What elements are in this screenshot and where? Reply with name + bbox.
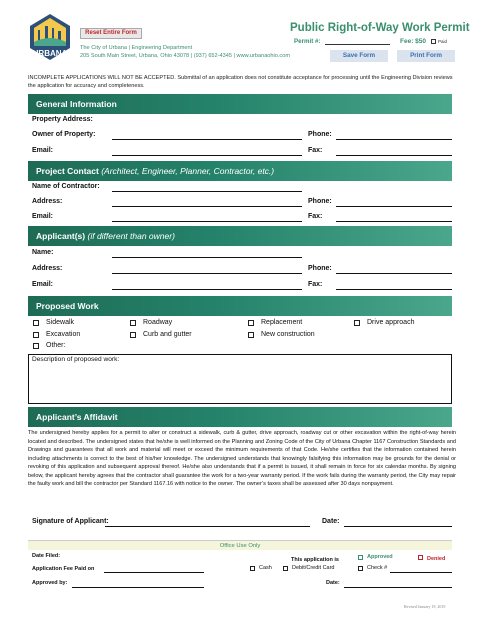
paid-label: Paid bbox=[438, 39, 448, 44]
roadway-checkbox[interactable] bbox=[130, 320, 136, 326]
sidewalk-checkbox[interactable] bbox=[33, 320, 39, 326]
applicant-address-field[interactable] bbox=[112, 273, 302, 274]
svg-text:URBANA: URBANA bbox=[32, 49, 68, 58]
replacement-label: Replacement bbox=[261, 319, 303, 326]
approved-by-field[interactable] bbox=[72, 587, 204, 588]
applicant-name-field[interactable] bbox=[112, 257, 302, 258]
contractor-fax-label: Fax: bbox=[308, 213, 323, 220]
permit-number-field[interactable] bbox=[325, 44, 390, 45]
curb-gutter-checkbox[interactable] bbox=[130, 332, 136, 338]
form-title: Public Right-of-Way Work Permit bbox=[290, 22, 470, 34]
office-date-field[interactable] bbox=[344, 587, 452, 588]
print-form-button[interactable]: Print Form bbox=[397, 50, 455, 62]
replacement-checkbox[interactable] bbox=[248, 320, 254, 326]
contractor-name-field[interactable] bbox=[112, 191, 302, 192]
signature-field[interactable] bbox=[105, 526, 310, 527]
city-address: 205 South Main Street, Urbana, Ohio 43078 | (937) 652-4345 | www.urbanaohio.com bbox=[80, 53, 291, 59]
cash-checkbox[interactable] bbox=[250, 566, 255, 571]
new-construction-label: New construction bbox=[261, 331, 315, 338]
fee-paid-label: Application Fee Paid on bbox=[32, 566, 95, 572]
owner-fax-label: Fax: bbox=[308, 147, 323, 154]
permit-number-label: Permit #: bbox=[294, 38, 321, 45]
owner-fax-field[interactable] bbox=[336, 155, 452, 156]
approved-label: Approved bbox=[367, 554, 393, 560]
signature-date-field[interactable] bbox=[344, 526, 452, 527]
other-checkbox[interactable] bbox=[33, 343, 39, 349]
work-description-label: Description of proposed work: bbox=[32, 356, 120, 363]
applicant-email-label: Email: bbox=[32, 281, 54, 288]
owner-email-label: Email: bbox=[32, 147, 54, 154]
owner-phone-field[interactable] bbox=[336, 139, 452, 140]
project-contact-heading: Project Contact (Architect, Engineer, Planner, Contractor, etc.) bbox=[28, 161, 452, 181]
applicant-heading: Applicant(s) (if different than owner) bbox=[28, 226, 452, 246]
signature-date-label: Date: bbox=[322, 518, 340, 525]
urbana-logo bbox=[25, 12, 75, 62]
approved-checkbox[interactable] bbox=[358, 555, 363, 560]
contractor-phone-field[interactable] bbox=[336, 206, 452, 207]
check-checkbox[interactable] bbox=[358, 566, 363, 571]
applicant-name-label: Name: bbox=[32, 249, 54, 256]
owner-label: Owner of Property: bbox=[32, 131, 96, 138]
contractor-phone-label: Phone: bbox=[308, 198, 332, 205]
contractor-address-label: Address: bbox=[32, 198, 63, 205]
application-is-label: This application is bbox=[291, 557, 339, 563]
drive-approach-label: Drive approach bbox=[367, 319, 415, 326]
contractor-email-field[interactable] bbox=[112, 221, 302, 222]
cash-label: Cash bbox=[259, 565, 272, 571]
office-date-label: Date: bbox=[326, 580, 340, 586]
reset-form-button[interactable]: Reset Entire Form bbox=[80, 28, 142, 39]
curb-gutter-label: Curb and gutter bbox=[143, 331, 192, 338]
applicant-fax-label: Fax: bbox=[308, 281, 323, 288]
denied-label: Denied bbox=[427, 556, 446, 562]
excavation-label: Excavation bbox=[46, 331, 81, 338]
city-department: The City of Urbana | Engineering Department bbox=[80, 45, 193, 51]
applicant-email-field[interactable] bbox=[112, 289, 302, 290]
debit-label: Debit/Credit Card bbox=[292, 565, 335, 571]
owner-email-field[interactable] bbox=[112, 155, 302, 156]
check-number-field[interactable] bbox=[390, 572, 452, 573]
signature-label: Signature of Applicant: bbox=[32, 518, 109, 525]
save-form-button[interactable]: Save Form bbox=[330, 50, 388, 62]
contractor-address-field[interactable] bbox=[112, 206, 302, 207]
sidewalk-label: Sidewalk bbox=[46, 319, 75, 326]
incomplete-notice: INCOMPLETE APPLICATIONS WILL NOT BE ACCEPTED. Submittal of an application does not constitute acceptance for processing until the Engineering Division reviews the application for accuracy and completeness. bbox=[28, 75, 453, 89]
drive-approach-checkbox[interactable] bbox=[354, 320, 360, 326]
approved-by-label: Approved by: bbox=[32, 580, 68, 586]
contractor-name-label: Name of Contractor: bbox=[32, 183, 100, 190]
contractor-email-label: Email: bbox=[32, 213, 54, 220]
affidavit-text: The undersigned hereby applies for a permit to alter or construct a sidewalk, curb & gutter, drive approach, roadway cut or other excavation within the right-of-way herein located and described. The undersigned states that he/she is well informed on the Planning and Zoning Code of the City of Urbana Chapter 1167 Construction Standards and Drawings and guarantees that all work and material will meet or exceed the minimum requirements of that Code. He/she certifies that the information contained herein including attachments is correct to the best of his/her knowledge. The undersigned understands that knowingly falsifying this information may be grounds for the denial or revoking of this application and subsequent approval thereof. He/she also understands that if a permit is issued, it shall remain in force for six calendar months. By signing below, the applicant hereby agrees that the contractor shall guarantee the work for a two-year warranty period. If the work fails during the warranty period, the City may repair the faulty work and bill the contractor per Standard 1167.16 with notice to the owner. The owner’s taxes shall be assessed after 30 days nonpayment. bbox=[28, 430, 456, 488]
applicant-fax-field[interactable] bbox=[336, 289, 452, 290]
debit-checkbox[interactable] bbox=[283, 566, 288, 571]
date-filed-label: Date Filed: bbox=[32, 553, 61, 559]
owner-phone-label: Phone: bbox=[308, 131, 332, 138]
revision-date: Revised January 19, 2019 bbox=[404, 604, 446, 609]
denied-checkbox[interactable] bbox=[418, 555, 423, 560]
proposed-work-heading: Proposed Work bbox=[28, 296, 452, 316]
paid-checkbox[interactable] bbox=[431, 39, 436, 44]
affidavit-heading: Applicant’s Affidavit bbox=[28, 407, 452, 427]
check-number-label: Check # bbox=[367, 565, 388, 571]
fee-paid-date-field[interactable] bbox=[104, 572, 204, 573]
new-construction-checkbox[interactable] bbox=[248, 332, 254, 338]
contractor-fax-field[interactable] bbox=[336, 221, 452, 222]
applicant-phone-label: Phone: bbox=[308, 265, 332, 272]
roadway-label: Roadway bbox=[143, 319, 173, 326]
general-info-heading: General Information bbox=[28, 94, 452, 114]
fee-label: Fee: $50 bbox=[400, 38, 427, 45]
property-address-label: Property Address: bbox=[32, 116, 93, 123]
owner-field[interactable] bbox=[112, 139, 302, 140]
applicant-address-label: Address: bbox=[32, 265, 63, 272]
excavation-checkbox[interactable] bbox=[33, 332, 39, 338]
applicant-phone-field[interactable] bbox=[336, 273, 452, 274]
other-label: Other: bbox=[46, 342, 66, 349]
office-use-heading: Office Use Only bbox=[28, 540, 452, 550]
